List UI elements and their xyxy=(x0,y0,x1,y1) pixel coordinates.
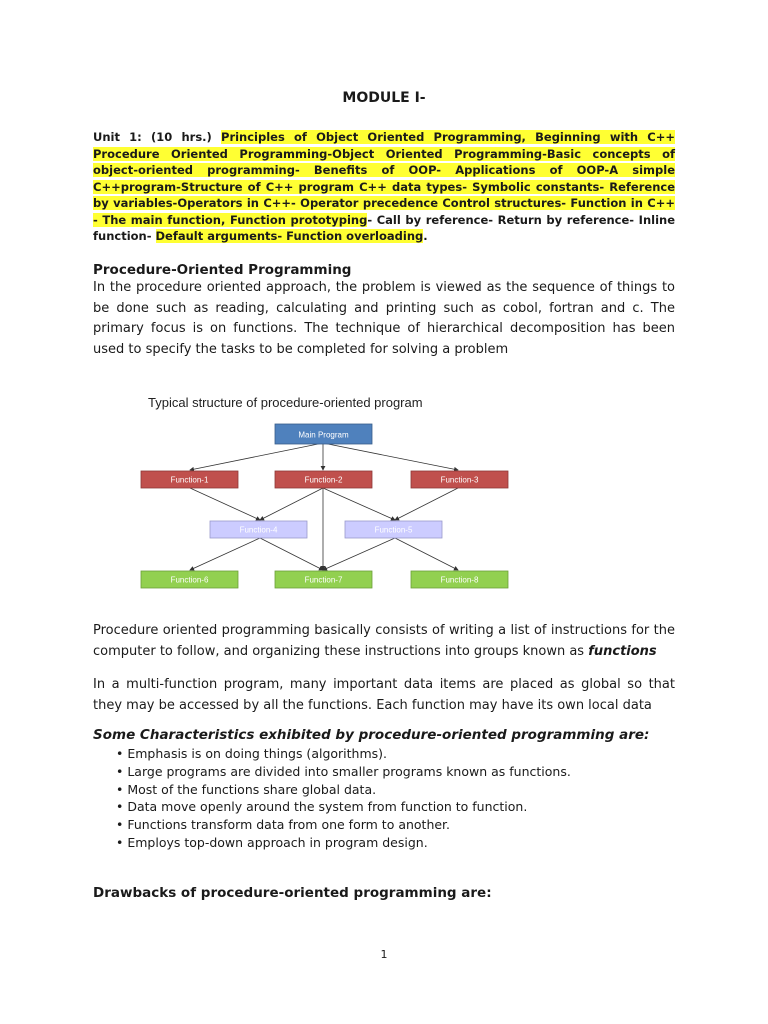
function-2-label: Function-2 xyxy=(304,475,343,485)
function-6-label: Function-6 xyxy=(170,575,209,585)
function-5-label: Function-5 xyxy=(374,525,413,535)
drawbacks-heading: Drawbacks of procedure-oriented programming are: xyxy=(93,885,492,901)
paragraph-2-emphasis: functions xyxy=(588,643,657,659)
main-program-label: Main Program xyxy=(298,430,349,440)
procedure-structure-diagram xyxy=(130,388,520,598)
list-item: • Employs top-down approach in program design. xyxy=(116,834,428,850)
unit-topics-plain: - Call by reference- Return by reference- Inline function- xyxy=(93,212,676,243)
function-3-label: Function-3 xyxy=(440,475,479,485)
list-item: • Large programs are divided into smaller programs known as functions. xyxy=(116,763,571,779)
section-heading: Procedure-Oriented Programming xyxy=(93,262,352,278)
list-item: • Data move openly around the system from function to function. xyxy=(116,799,528,815)
function-1-label: Function-1 xyxy=(170,475,209,485)
paragraph-2 xyxy=(93,621,675,662)
unit-prefix: Unit 1: (10 hrs.) xyxy=(93,130,222,144)
page-number: 1 xyxy=(380,948,388,961)
characteristics-list xyxy=(116,745,571,852)
function-7-label: Function-7 xyxy=(304,575,343,585)
unit-end: . xyxy=(423,229,428,243)
module-title: MODULE I- xyxy=(342,90,426,106)
paragraph-2-text: Procedure oriented programming basically consists of writing a list of instructions for the computer to follow, and organizing these instructions into groups known as xyxy=(93,623,675,659)
unit-topics-highlighted-a: Principles of Object Oriented Programming, Beginning with C++ Procedure Oriented Programming-Object Oriented Programming-Basic concepts of object-oriented programming- Benefits of OOP- Applications of OOP-A simple C++program-Structure of C++ program C++ data types- Symbolic constants- Reference by variables-Operators in C++- Operator precedence Control structures- Function in C++ - The main function, Function prototyping xyxy=(93,130,675,227)
function-4-label: Function-4 xyxy=(239,525,278,535)
unit-topics-highlighted-b: Default arguments- Function overloading xyxy=(155,229,424,243)
characteristics-heading: Some Characteristics exhibited by procedure-oriented programming are: xyxy=(93,727,650,743)
diagram-connectors xyxy=(190,443,458,570)
function-8-label: Function-8 xyxy=(440,575,479,585)
list-item: • Emphasis is on doing things (algorithms). xyxy=(116,746,388,761)
list-item: • Most of the functions share global data. xyxy=(116,781,377,797)
list-item: • Functions transform data from one form to another. xyxy=(116,817,451,833)
unit-syllabus xyxy=(93,129,675,245)
diagram-title: Typical structure of procedure-oriented program xyxy=(148,395,423,410)
paragraph-3: In a multi-function program, many important data items are placed as global so that they may be accessed by all the functions. Each function may have its own local data xyxy=(93,677,675,713)
paragraph-1: In the procedure oriented approach, the problem is viewed as the sequence of things to be done such as reading, calculating and printing such as cobol, fortran and c. The primary focus is on functions. The technique of hierarchical decomposition has been used to specify the tasks to be completed for solving a problem xyxy=(93,280,675,357)
